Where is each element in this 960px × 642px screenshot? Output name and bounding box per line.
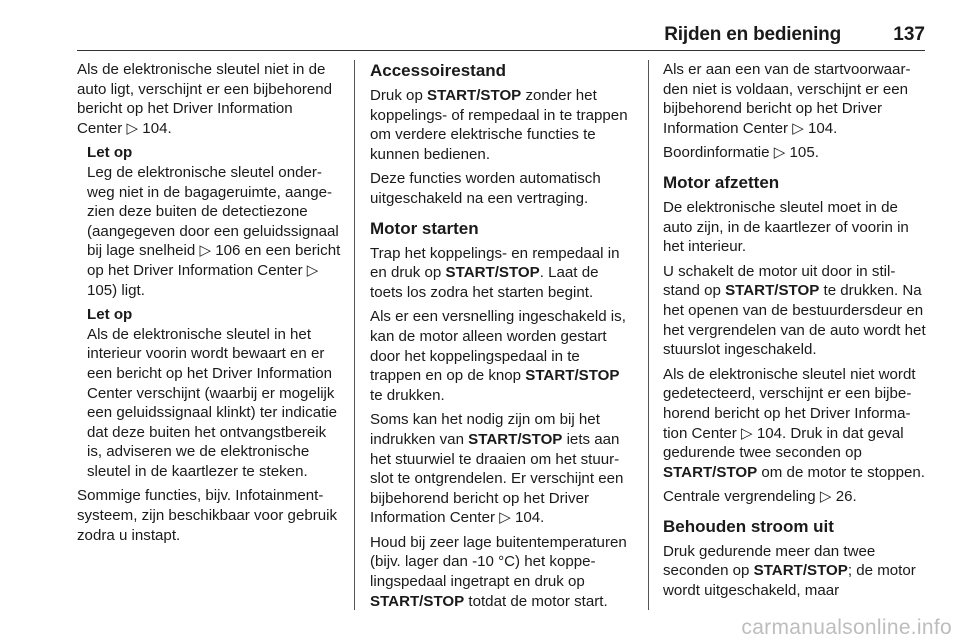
paragraph: Als er aan een van de startvoorwaarden niet is voldaan, verschijnt er een bijbehorend bericht op het Driver Information Center ▷ 104. [663, 61, 911, 137]
text-run: Houd bij zeer lage buitentemperaturen (bijv. lager dan -10 °C) het koppelingspedaal ingetrapt en druk op [370, 533, 627, 591]
text-run: iets aan het stuurwiel te draaien om het stuurslot te ontgrendelen. Er verschijnt een bijbehorend bericht op het Driver Information Center ▷ 104. [370, 430, 624, 527]
page-number: 137 [893, 24, 925, 45]
text-run: te drukken. Na het openen van de bestuurdersdeur en het vergrendelen van de auto wordt het stuurslot ingeschakeld. [663, 282, 926, 359]
paragraph: Centrale vergrendeling ▷ 26. [663, 488, 857, 506]
button-label-start-stop: START/STOP [663, 463, 758, 481]
text-run: zonder het koppelings- of rempedaal in te trappen om verdere elektrische functies te kunnen bedienen. [370, 87, 628, 163]
note-text: Leg de elektronische sleutel onderweg niet in de bagageruimte, aangezien deze buiten de detectiezone (aangegeven door een geluidssignaal bij lage snelheid ▷ 106 en een bericht op het Driver Information Center ▷ 105) ligt. [87, 163, 341, 299]
button-label-start-stop: START/STOP [445, 264, 540, 282]
paragraph: Boordinformatie ▷ 105. [663, 144, 819, 162]
text-run: totdat de motor start. [464, 592, 608, 610]
text-run: ; de motor wordt uitgeschakeld, maar [663, 562, 916, 600]
outro-paragraph: Sommige functies, bijv. Infotainmentsysteem, zijn beschikbaar voor gebruik zodra u instapt. [77, 487, 338, 544]
column-left [77, 60, 342, 550]
paragraph [663, 262, 926, 360]
button-label-start-stop: START/STOP [753, 562, 848, 580]
section-heading-motor-afzetten: Motor afzetten [663, 172, 780, 192]
text-run: U schakelt de motor uit door in stilstand op [663, 262, 896, 300]
text-run: Soms kan het nodig zijn om bij het indrukken van [370, 411, 600, 448]
text-run: te drukken. [370, 386, 445, 404]
watermark-text: carmanualsonline.info [741, 616, 952, 639]
paragraph [370, 244, 633, 303]
paragraph [370, 533, 633, 611]
text-run: om de motor te stoppen. [757, 463, 926, 481]
paragraph: Deze functies worden automatisch uitgeschakeld na een vertraging. [370, 170, 601, 207]
section-heading-behouden-stroom-uit: Behouden stroom uit [663, 516, 834, 536]
intro-paragraph: Als de elektronische sleutel niet in de auto ligt, verschijnt er een bijbehorend bericht op het Driver Information Center ▷ 104. [77, 61, 333, 137]
section-heading-accessoirestand: Accessoirestand [370, 61, 507, 80]
column-middle [370, 60, 633, 616]
text-run: Als er een versnelling ingeschakeld is, kan de motor alleen worden gestart door het koppelingspedaal in te trappen en op de knop [370, 308, 626, 385]
paragraph [370, 410, 633, 528]
page-header [77, 24, 925, 50]
text-run: Als de elektronische sleutel niet wordt gedetecteerd, verschijnt er een bijbehorend bericht op het Driver Information Center ▷ 104. Druk in dat geval gedurende twee seconden op [663, 365, 916, 462]
note-block-2 [87, 305, 342, 481]
button-label-start-stop: START/STOP [427, 87, 522, 104]
header-rule [77, 50, 925, 51]
column-divider-left [354, 60, 355, 610]
text-run: Druk gedurende meer dan twee seconden op [663, 542, 876, 580]
column-divider-right [648, 60, 649, 610]
button-label-start-stop: START/STOP [525, 367, 620, 385]
paragraph [370, 86, 633, 164]
text-run: Druk op [370, 87, 428, 104]
column-right [663, 60, 926, 606]
button-label-start-stop: START/STOP [468, 430, 563, 448]
paragraph [663, 365, 926, 483]
text-run: . Laat de toets los zodra het starten begint. [370, 264, 599, 301]
text-run: Trap het koppelings- en rempedaal in en druk op [370, 244, 620, 282]
paragraph [370, 307, 633, 405]
paragraph: De elektronische sleutel moet in de auto zijn, in de kaartlezer of voorin in het interieur. [663, 198, 909, 256]
button-label-start-stop: START/STOP [370, 592, 465, 610]
button-label-start-stop: START/STOP [725, 282, 820, 300]
note-title: Let op [87, 144, 133, 162]
paragraph [663, 542, 926, 601]
note-text: Als de elektronische sleutel in het interieur voorin wordt bewaart en er een bericht op het Driver Information Center verschijnt (waarbij er mogelijk een geluidssignaal klinkt) ter indicatie dat deze buiten het ontvangstbereik is, adviseren we de elektronische sleutel in de kaartlezer te steken. [87, 325, 338, 480]
section-heading-motor-starten: Motor starten [370, 218, 479, 238]
note-title: Let op [87, 306, 133, 324]
note-block-1 [87, 143, 342, 300]
chapter-title: Rijden en bediening [664, 24, 841, 45]
